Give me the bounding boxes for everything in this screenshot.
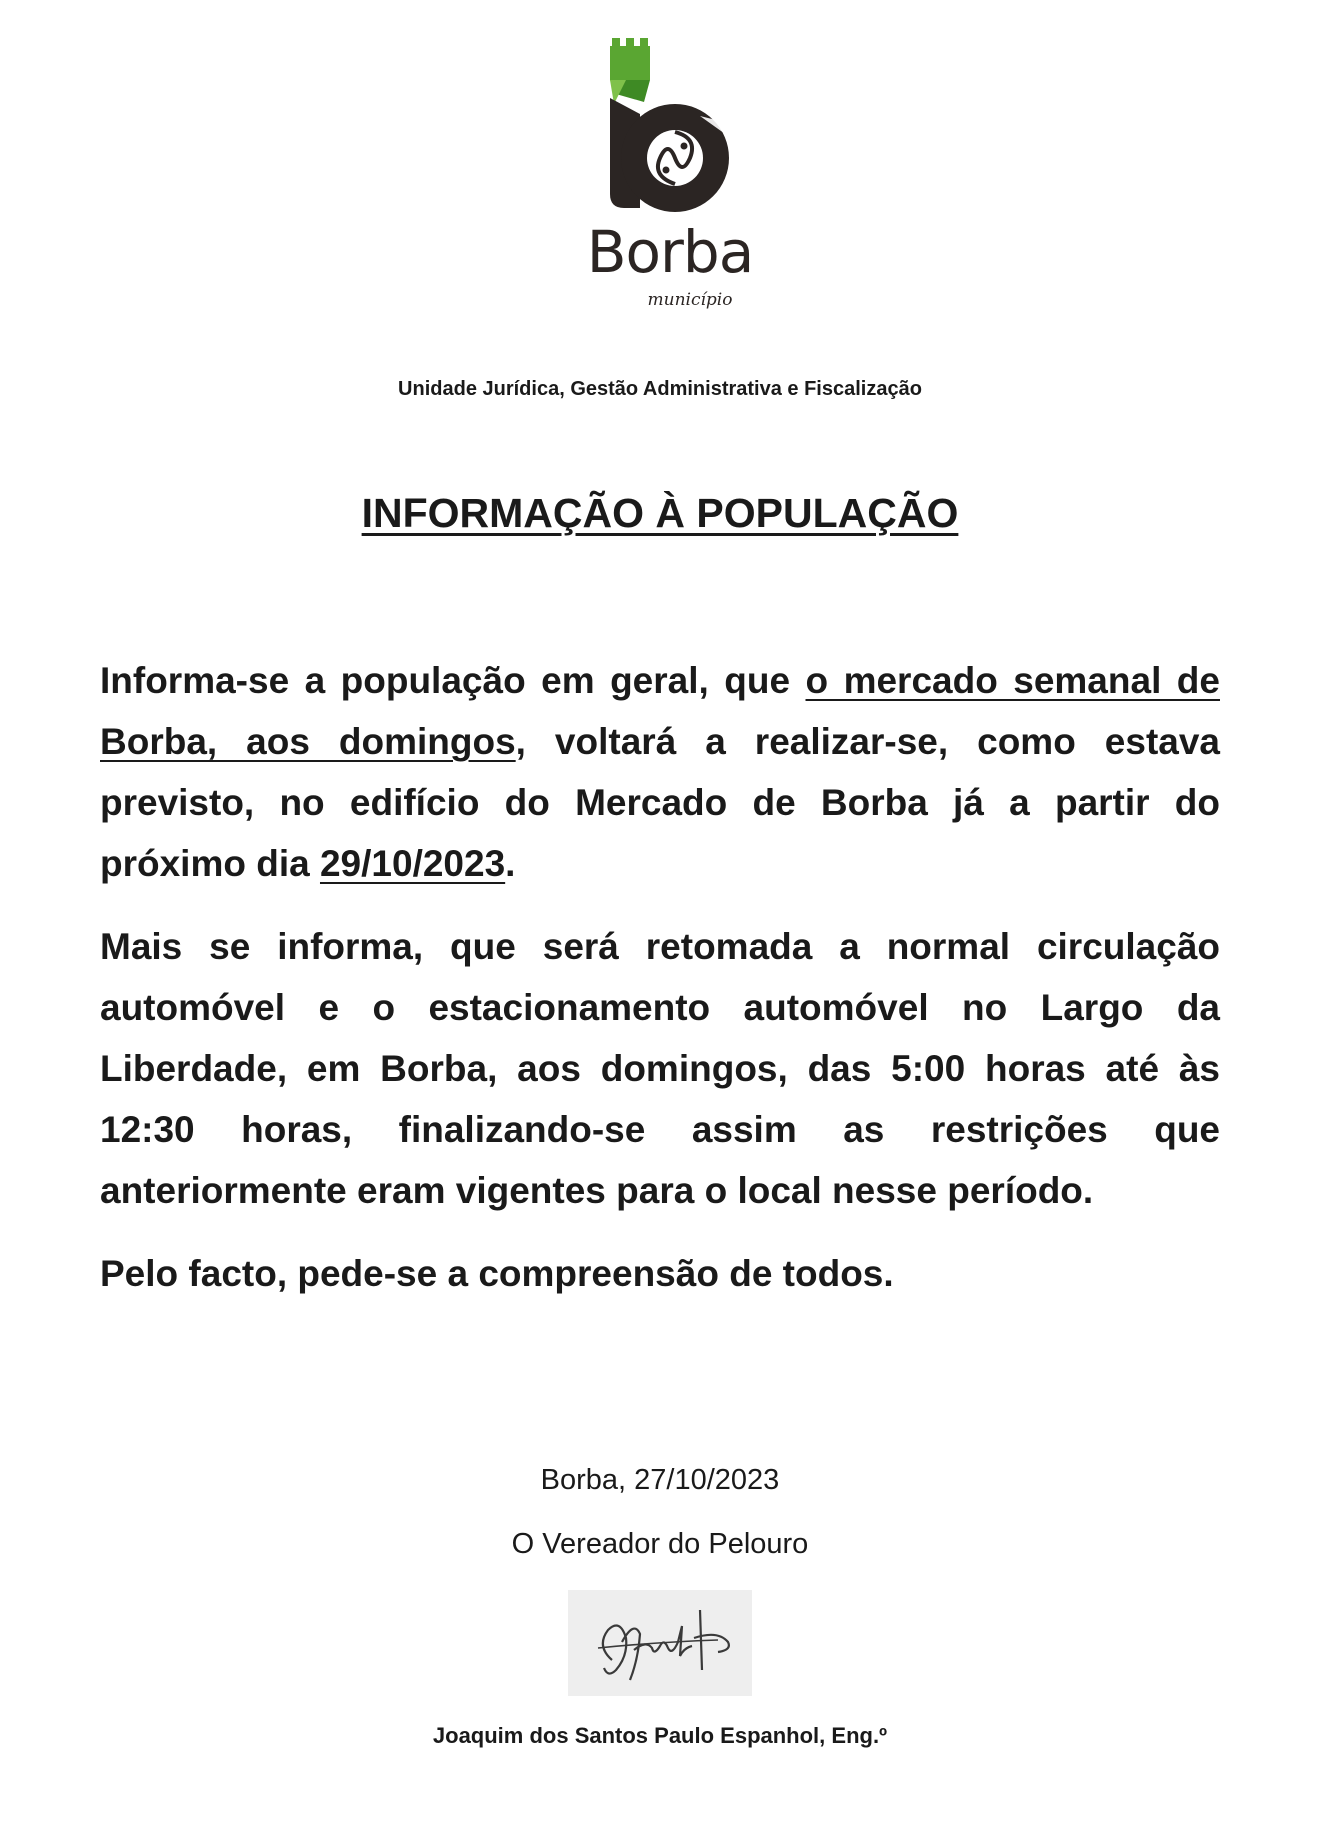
paragraph-market-middle: , voltará a realizar-se, como estava previsto, no edifício do Mercado de Borba já a partir do próximo dia (100, 721, 1221, 884)
place-and-date: Borba, 27/10/2023 (540, 1464, 780, 1496)
paragraph-market-intro: Informa-se a população em geral, que (100, 660, 806, 701)
paragraph-market (100, 650, 1220, 894)
paragraph-closing: Pelo facto, pede-se a compreensão de todos. (100, 1253, 894, 1294)
paragraph-market-end: . (505, 843, 516, 884)
signer-name: Joaquim dos Santos Paulo Espanhol, Eng.º (432, 1723, 888, 1748)
handwritten-signature (568, 1590, 752, 1696)
signer-role: O Vereador do Pelouro (511, 1528, 809, 1560)
document-title-text: INFORMAÇÃO À POPULAÇÃO (361, 490, 959, 536)
document-title (0, 488, 1320, 538)
borba-b-emblem (580, 24, 760, 224)
signature-drawing (568, 1590, 752, 1696)
market-underlined-text: o mercado semanal de Borba, aos domingos (100, 660, 1220, 762)
borba-municipality-logo (580, 24, 760, 314)
logo-subtitle: município (647, 290, 733, 310)
paragraph-traffic: Mais se informa, que será retomada a normal circulação automóvel e o estacionamento automóvel no Largo da Liberdade, em Borba, aos domingos, das 5:00 horas até às 12:30 horas, finalizando-se assim as restrições que anteriormente eram vigentes para o local nesse período. (100, 926, 1220, 1211)
notice-body (100, 650, 1220, 1326)
logo-wordmark: Borba (586, 218, 754, 286)
market-date: 29/10/2023 (319, 843, 506, 884)
department-heading: Unidade Jurídica, Gestão Administrativa e Fiscalização (398, 378, 922, 400)
